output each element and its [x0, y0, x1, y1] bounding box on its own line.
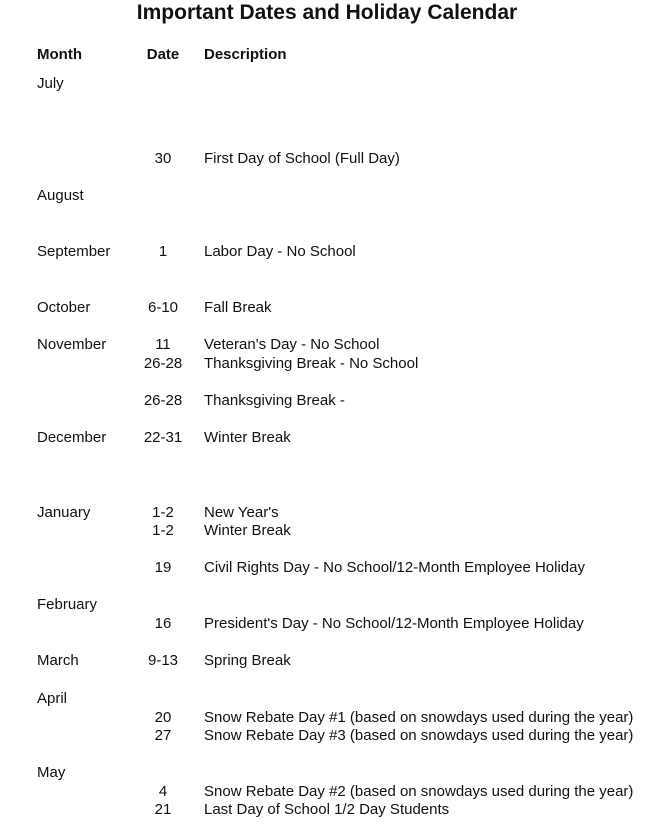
row-month: March — [37, 652, 79, 669]
row-description: Snow Rebate Day #1 (based on snowdays used during the year) — [204, 709, 634, 726]
row-month: November — [37, 336, 107, 353]
row-date: 27 — [154, 727, 172, 744]
month-column-header: Month — [37, 46, 82, 63]
row-description: First Day of School (Full Day) — [204, 150, 400, 167]
row-date: 4 — [158, 783, 168, 800]
calendar-row — [0, 75, 654, 95]
row-month: April — [37, 690, 68, 707]
row-month: May — [37, 764, 66, 781]
row-date: 26-28 — [143, 355, 183, 372]
row-date: 11 — [155, 336, 171, 353]
row-description: Thanksgiving Break - No School — [204, 355, 419, 372]
row-description: Snow Rebate Day #2 (based on snowdays used during the year) — [204, 783, 634, 800]
row-description: Labor Day - No School — [204, 243, 356, 260]
calendar-row — [0, 243, 654, 263]
row-description: Fall Break — [204, 299, 272, 316]
row-description: Winter Break — [204, 522, 291, 539]
calendar-row — [0, 150, 654, 170]
row-description: New Year's — [204, 504, 279, 521]
calendar-row — [0, 522, 654, 542]
calendar-row — [0, 709, 654, 729]
calendar-row — [0, 504, 654, 524]
row-description: Snow Rebate Day #3 (based on snowdays used during the year) — [204, 727, 634, 744]
row-description: Winter Break — [204, 429, 291, 446]
calendar-row — [0, 596, 654, 616]
page-title: Important Dates and Holiday Calendar — [136, 1, 518, 24]
calendar-row — [0, 429, 654, 449]
row-month: October — [37, 299, 91, 316]
row-month: January — [37, 504, 91, 521]
row-date: 20 — [154, 709, 172, 726]
description-column-header: Description — [204, 46, 287, 63]
row-description: Veteran's Day - No School — [204, 336, 380, 353]
row-date: 1 — [158, 243, 168, 260]
row-description: President's Day - No School/12-Month Employee Holiday — [204, 615, 584, 632]
row-date: 26-28 — [143, 392, 183, 409]
row-month: July — [37, 75, 64, 92]
calendar-row — [0, 559, 654, 579]
calendar-row — [0, 299, 654, 319]
calendar-row — [0, 783, 654, 803]
row-month: December — [37, 429, 107, 446]
row-date: 16 — [154, 615, 172, 632]
row-description: Last Day of School 1/2 Day Students — [204, 801, 450, 818]
calendar-row — [0, 355, 654, 375]
row-date: 30 — [154, 150, 172, 167]
row-month: September — [37, 243, 111, 260]
row-date: 1-2 — [152, 504, 174, 521]
row-description: Civil Rights Day - No School/12-Month Employee Holiday — [204, 559, 585, 576]
calendar-row — [0, 801, 654, 821]
row-description: Thanksgiving Break - — [204, 392, 345, 409]
calendar-row — [0, 615, 654, 635]
row-date: 22-31 — [143, 429, 183, 446]
row-date: 9-13 — [147, 652, 179, 669]
calendar-row — [0, 690, 654, 710]
calendar-row — [0, 336, 654, 356]
row-month: February — [37, 596, 98, 613]
row-description: Spring Break — [204, 652, 291, 669]
calendar-row — [0, 764, 654, 784]
row-date: 6-10 — [147, 299, 179, 316]
calendar-row — [0, 187, 654, 207]
row-date: 1-2 — [152, 522, 174, 539]
calendar-row — [0, 392, 654, 412]
calendar-row — [0, 652, 654, 672]
row-month: August — [37, 187, 84, 204]
row-date: 19 — [154, 559, 172, 576]
date-column-header: Date — [146, 46, 180, 63]
row-date: 21 — [154, 801, 172, 818]
calendar-row — [0, 727, 654, 747]
